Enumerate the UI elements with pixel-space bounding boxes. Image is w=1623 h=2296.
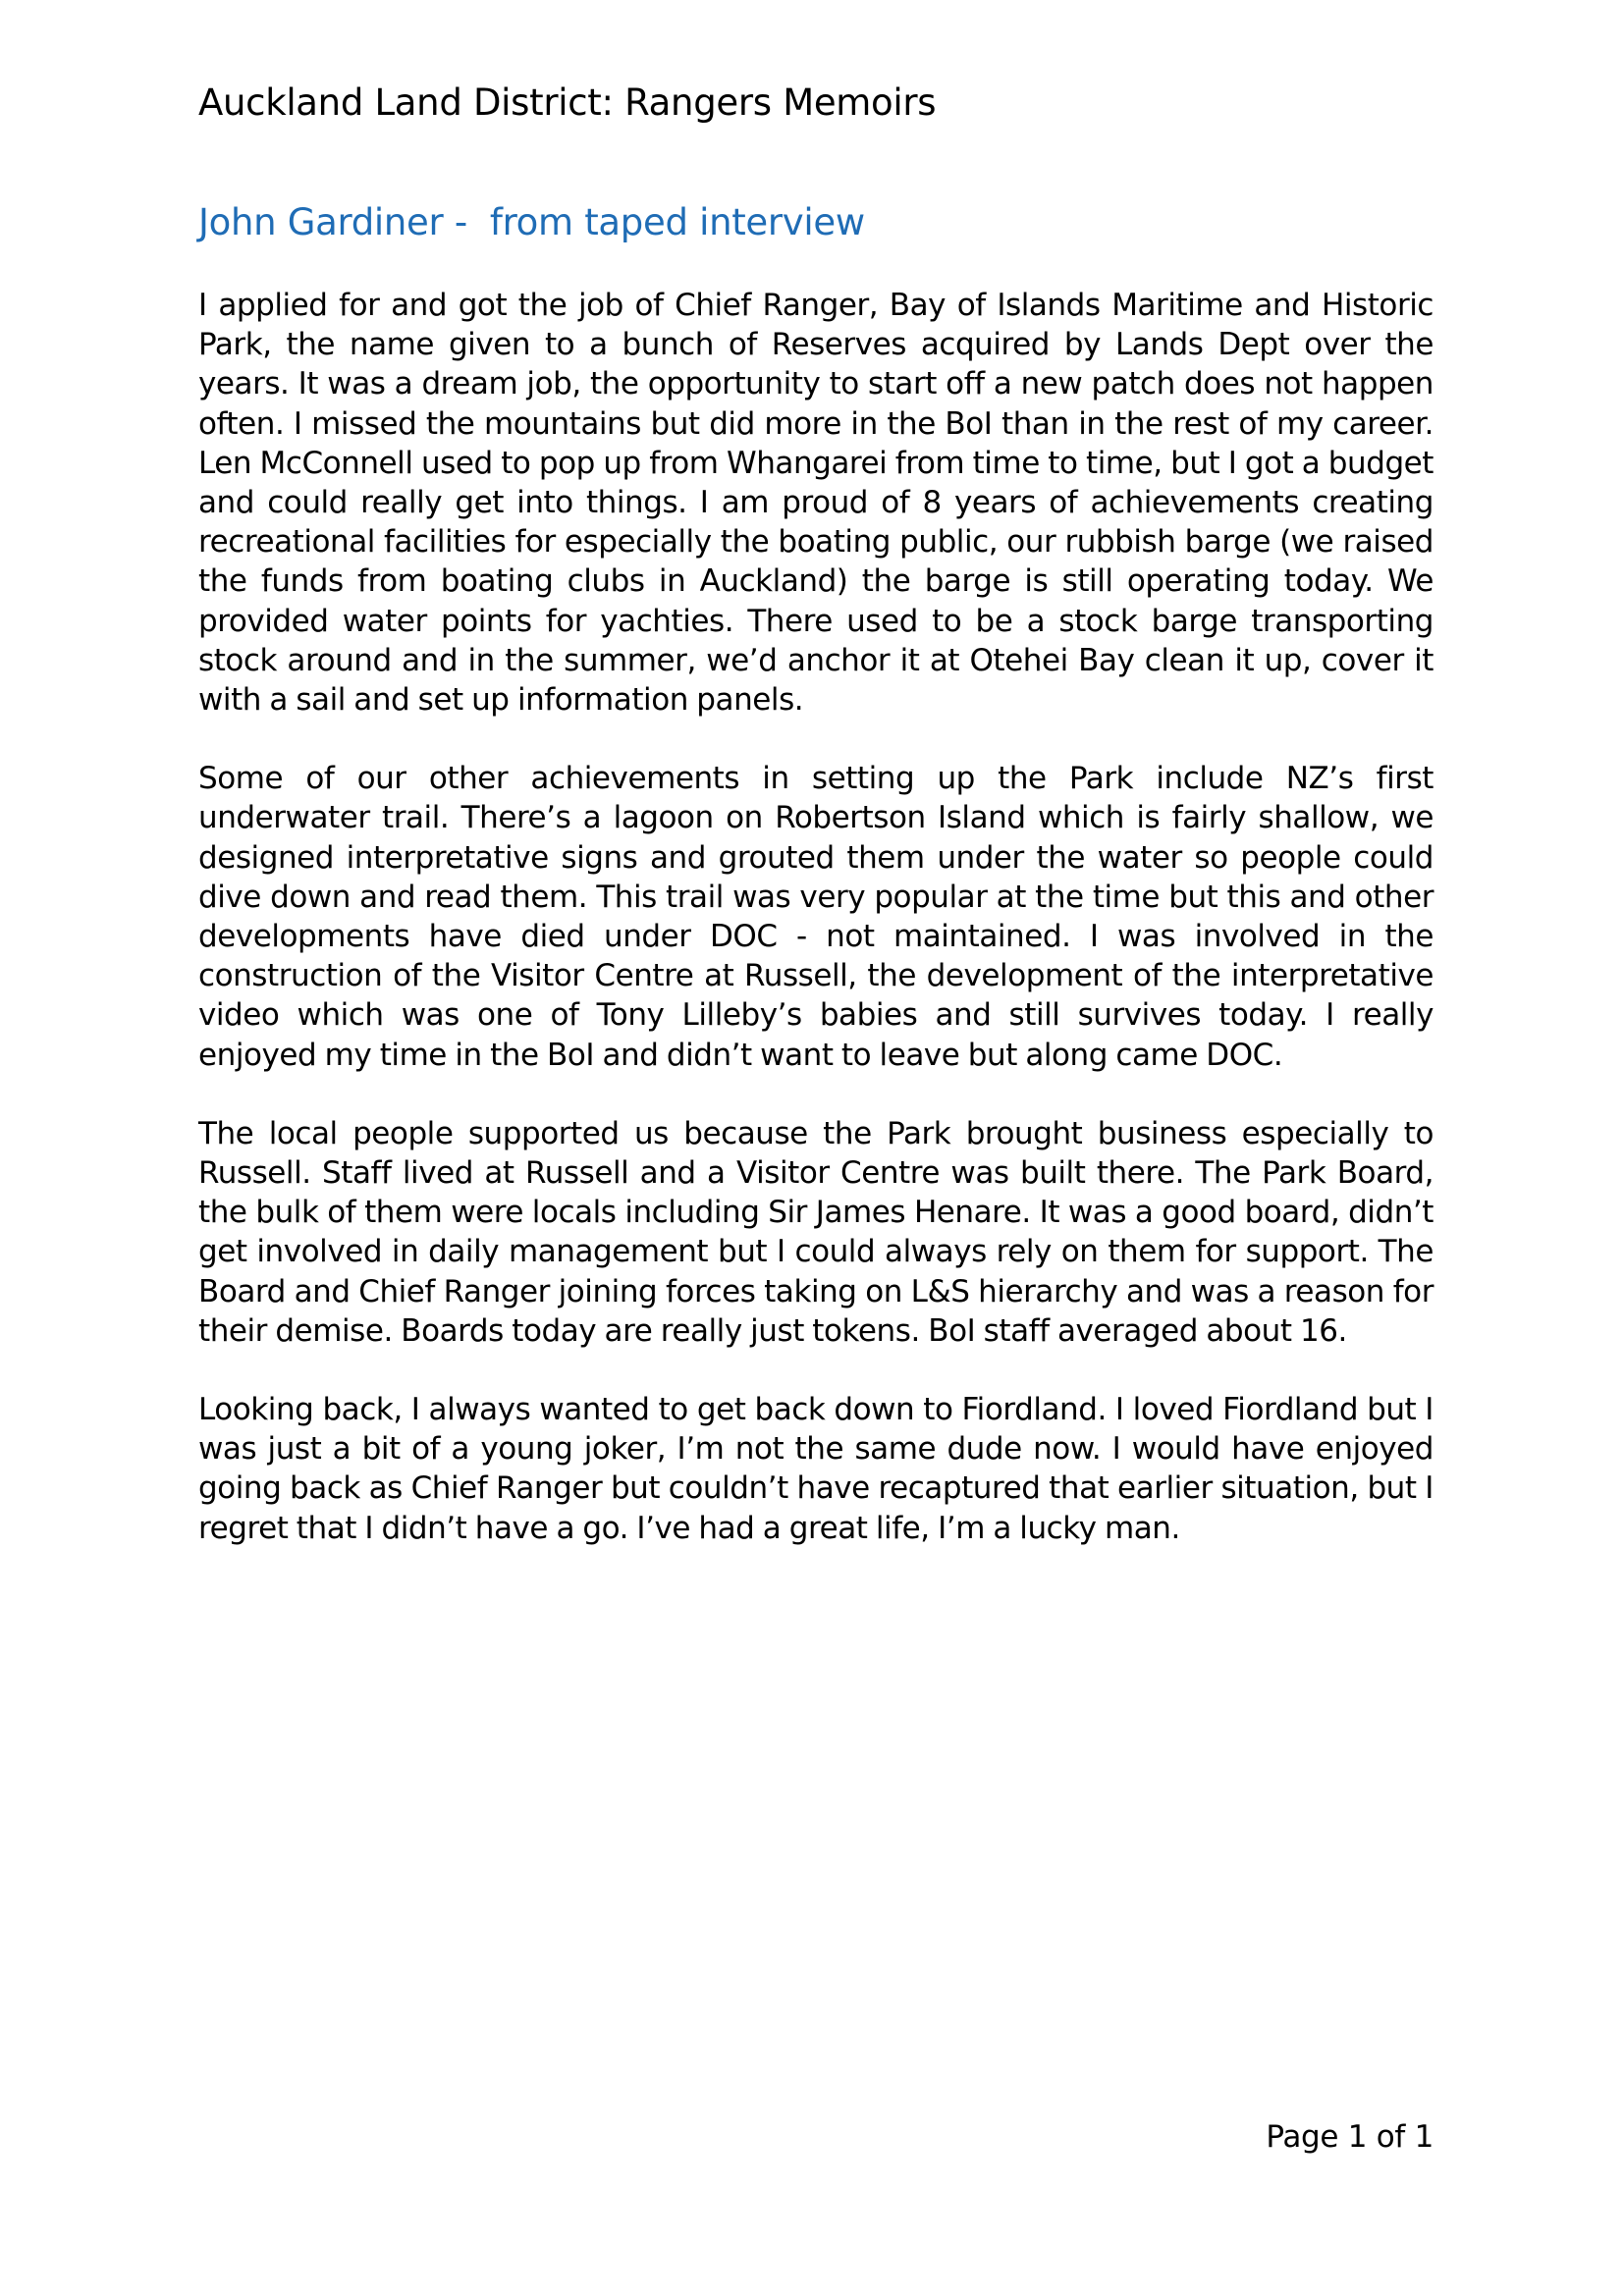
paragraph-1: I applied for and got the job of Chief Ranger, Bay of Islands Maritime and Historic Park, the name given to a bunch of Reserves acquired by Lands Dept over the years. It was a dream job, the opportunity to start off a new patch does not happen often. I missed the mountains but did more in the BoI than in the rest of my career. Len McConnell used to pop up from Whangarei from time to time, but I got a budget and could really get into things. I am proud of 8 years of achievements creating recreational facilities for especially the boating public, our rubbish barge (we raised the funds from boating clubs in Auckland) the barge is still operating today. We provided water points for yachties. There used to be a stock barge transporting stock around and in the summer, we’d anchor it at Otehei Bay clean it up, cover it with a sail and set up information panels. (198, 288, 1434, 719)
article-body (198, 286, 1434, 1587)
paragraph-4: Looking back, I always wanted to get back down to Fiordland. I loved Fiordland but I was just a bit of a young joker, I’m not the same dude now. I would have enjoyed going back as Chief Ranger but couldn’t have recaptured that earlier situation, but I regret that I didn’t have a go. I’ve had a great life, I’m a lucky man. (198, 1392, 1434, 1546)
article-title: John Gardiner - from taped interview (198, 201, 865, 243)
paragraph-3: The local people supported us because the Park brought business especially to Russell. Staff lived at Russell and a Visitor Centre was built there. The Park Board, the bulk of them were locals including Sir James Henare. It was a good board, didn’t get involved in daily management but I could always rely on them for support. The Board and Chief Ranger joining forces taking on L&S hierarchy and was a reason for their demise. Boards today are really just tokens. BoI staff averaged about 16. (198, 1115, 1434, 1349)
paragraph-2: Some of our other achievements in setting up the Park include NZ’s first underwater trail. There’s a lagoon on Robertson Island which is fairly shallow, we designed interpretative signs and grouted them under the water so people could dive down and read them. This trail was very popular at the time but this and other developments have died under DOC - not maintained. I was involved in the construction of the Visitor Centre at Russell, the development of the interpretative video which was one of Tony Lilleby’s babies and still survives today. I really enjoyed my time in the BoI and didn’t want to leave but along came DOC. (198, 761, 1434, 1073)
page-number: Page 1 of 1 (1266, 2119, 1434, 2155)
page-header: Auckland Land District: Rangers Memoirs (198, 81, 937, 124)
